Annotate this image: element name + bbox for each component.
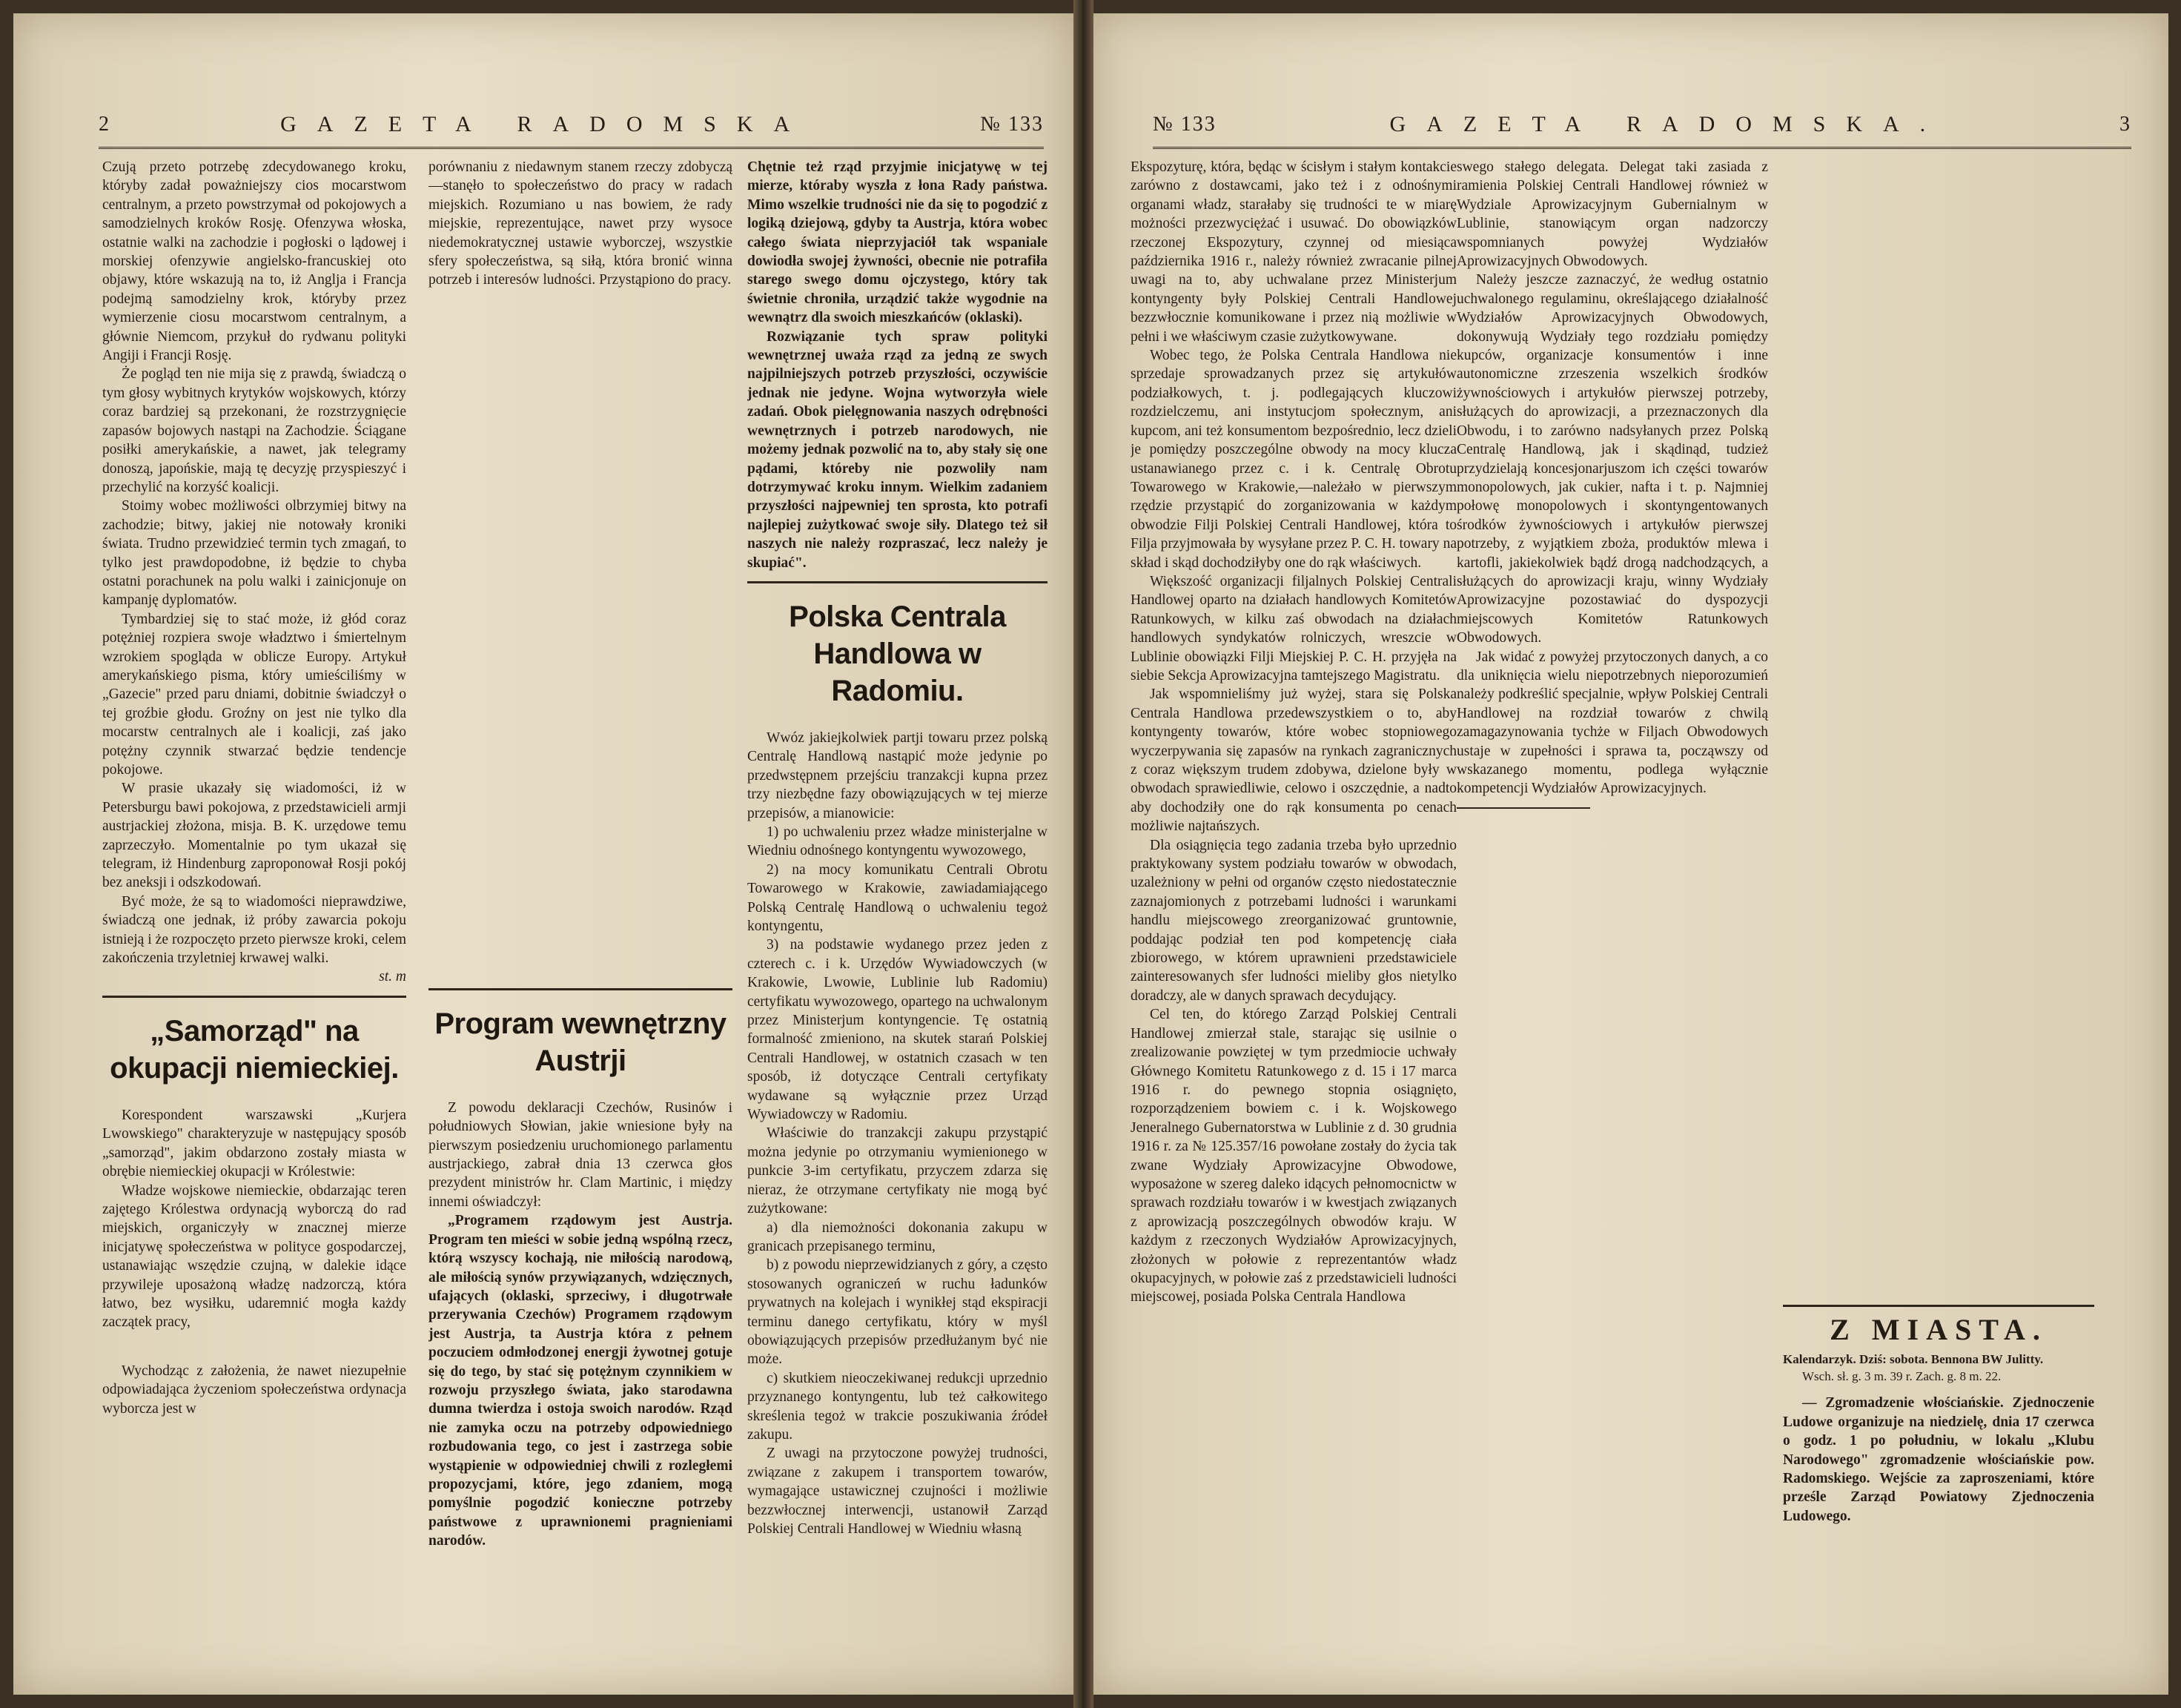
paragraph: Ekspozyturę, która, będąc w ścisłym i stałym kontakcie zarówno z dostawcami, jako też i z odnośnymi organami władz, starałaby się trudności te w miarę możności przezwyciężać i usuwać. Do obowiązków rzeczonej Ekspozytury, czynnej od miesiąca października 1916 r., należy również zwracanie pilnej uwagi na to, aby uchwalane przez Ministerjum kontyngenty były Polskiej Centrali Handlowej bezzwłocznie komunikowane i przez nią możliwie w pełni i we właściwym czasie zużytkowywane. bbox=[1131, 159, 1457, 345]
right-col-1 bbox=[1131, 158, 1457, 1663]
left-col-2 bbox=[428, 158, 732, 1663]
paragraph: b) z powodu nieprzewidzianych z góry, a często stosowanych ograniczeń w ruchu ładunków prywatnych na kolejach i wynikłej stąd ekspiracji terminu danego certyfikatu, który w myśl obowiązujących przepisów przedłużanym być nie może. bbox=[747, 1257, 1048, 1368]
paragraph: „Programem rządowym jest Austrja. Program ten mieści w sobie jedną wspólną rzecz, którą wszyscy kochają, nie miłością narodową, ale miłością synów przywiązanych, wdzięcznych, ufających (oklaski, sprzeciwy, i długotrwałe przerywania Czechów) Programem rządowym jest Austrja, ta Austrja która z pełnem poczuciem odmłodzonej energji żywotnej gotuje się do tego, by stać się potężnym czynnikiem w rozwoju przyszłego świata, jako starodawna dumna twierdza i ostoja swoich narodów. Rząd nie zamyka oczu na potrzeby odpowiedniego rozbudowania tego, co jest i zastrzega sobie wystąpienie w odpowiedniej chwili z rozległemi propozycjami, które, jego zdaniem, mogą pomyślnie pogodzić konieczne potrzeby państwowe z uprawnionemi pragnieniami narodów. bbox=[428, 1213, 732, 1549]
paragraph: Właściwie do tranzakcji zakupu przystąpić można jedynie po otrzymaniu wymienionego w punkcie 3-im certyfikatu, przyczem zdarza się nieraz, że otrzymane certyfikaty nie mogą być zużytkowane: bbox=[747, 1125, 1048, 1217]
page-number: 3 bbox=[2119, 113, 2131, 136]
right-page bbox=[1093, 13, 2168, 1695]
issue-number: № 133 bbox=[1153, 113, 1217, 136]
calendar-note: Kalendarzyk. Dziś: sobota. Bennona BW Julitty. bbox=[1783, 1352, 2044, 1367]
divider bbox=[747, 581, 1048, 583]
paragraph: 3) na podstawie wydanego przez jeden z czterech c. i k. Urzędów Wywiadowczych (w Krakowie, Lwowie, Lublinie lub Radomiu) certyfikatu wywozowego, opartego na uchwalonym przez Ministerjum kontyngencie. Tę ostatnią formalność zmieniono, na skutek starań Polskiej Centrali Handlowej, w ostatnich czasach w ten sposób, iż dotyczące Centrali certyfikaty wydawane są wyłącznie przez Urząd Wywiadowczy w Radomiu. bbox=[747, 937, 1048, 1123]
paragraph: porównaniu z niedawnym stanem rzeczy zdobyczą—stanęło to społeczeństwo do pracy w radach miejskich. Rozumiano u nas bowiem, że rady miejskie, reprezentujące, nawet przy wysoce niedemokratycznej ustawie wyborczej, wszystkie sfery społeczeństwa, są siłą, która bronić winna potrzeb i interesów ludności. Przystąpiono do pracy. bbox=[428, 159, 732, 288]
paragraph: Cel ten, do którego Zarząd Polskiej Centrali Handlowej zmierzał stale, starając się usilnie o zrealizowanie powziętej w tym przedmiocie uchwały Głównego Komitetu Ratunkowego z d. 15 i 17 marca 1916 r. do pewnego stopnia osiągnięto, rozporządzeniem bowiem c. i k. Wojskowego Jeneralnego Gubernatorstwa w Lublinie z d. 30 grudnia 1916 r. za № 125.357/16 powołane zostały do życia tak zwane Wydziały Aprowizacyjne Obwodowe, wyposażone w szereg daleko idących pełnomocnictw w sprawach rozdziału towarów i w kwestjach związanych z aprowizacją poszczególnych obwodów kraju. W każdym z rzeczonych Wydziałów Aprowizacyjnych, złożonych w połowie z reprezentantów władz okupacyjnych, w połowie zaś z przedstawicieli ludności miejscowej, posiada Polska Centrala Handlowa bbox=[1131, 1007, 1457, 1305]
paragraph: a) dla niemożności dokonania zakupu w granicach przepisanego terminu, bbox=[747, 1219, 1048, 1254]
paragraph: Jak widać z powyżej przytoczonych danych, a co dla uniknięcia wielu niepotrzebnych nieporozumień należy podkreślić specjalnie, wpływ Polskiej Centrali Handlowej na rozdział towarów z chwilą zamagazynowania tychże w Filjach Obwodowych ustaje w zupełności i sprawa ta, począwszy od wskazanego momentu, podlega wyłącznie kompetencji Wydziałów Aprowizacyjnych. bbox=[1457, 649, 1768, 797]
paragraph: Należy jeszcze zaznaczyć, że według ostatnio uchwalonego regulaminu, określającego działalność Wydziałów Aprowizacyjnych Obwodowych, dokonywują Wydziały tego rozdziału pomiędzy kupców, organizacje konsumentów i inne autonomiczne zrzeszenia wszelkich środków żywnościowych i artykułów pierwszej potrzeby, służących do aprowizacji, a przeznaczonych dla Obwodu, i to zarówno nadsyłanych przez Polską Centralę Handlową, jak i skądinąd, tudzież przydzielają koncesjonarjuszom ich części towarów monopolowych, jak cukier, nafta i t. p. Najmniej połowę monopolowych i skontyngentowanych środków żywnościowych i artykułów pierwszej potrzeby, z wyjątkiem zboża, produktów mlewa i kartofli, jakiekolwiek bądź drogą nadchodzących, a służących do aprowizacji kraju, winny Wydziały Aprowizacyjne pozostawiać do dyspozycji miejscowych Komitetów Ratunkowych Obwodowych. bbox=[1457, 272, 1768, 646]
right-col-3-z-miasta bbox=[1783, 1296, 2094, 1607]
section-title-z-miasta: Z MIASTA. bbox=[1830, 1313, 2048, 1346]
paragraph: Czują przeto potrzebę zdecydowanego kroku, któryby zadał poważniejszy cios mocarstwom centralnym, a przeto powstrzymał od pokojowych a samodzielnych kroków Rosję. Ofenzywa włoska, ostatnie walki na zachodzie i pogłoski o lądowej i morskiej ofenzywie angielsko-francuskiej oto objawy, które wskazują na to, iż Anglja i Francja podejmą samodzielny krok, któryby przez wymierzenie ciosu mocarstwom centralnym, a głównie Niemcom, przykuł do rydwanu polityki Angiji i Francji Rosję. bbox=[102, 159, 406, 364]
paragraph: Jak wspomnieliśmy już wyżej, stara się Polska Centrala Handlowa przedewszystkiem o to, aby kontyngenty towarów, które wobec stopniowego wyczerpywania się zapasów na rynkach zagranicznych z coraz większym trudem zdobywa, dzielone były w obwodach sprawiedliwie, celowo i oszczędnie, a nadto aby dochodziły one do rąk konsumenta po cenach możliwie najtańszych. bbox=[1131, 686, 1457, 835]
paragraph: Stoimy wobec możliwości olbrzymiej bitwy na zachodzie; bitwy, jakiej nie notowały kroniki świata. Trudno przewidzieć termin tych zmagań, to tylko jest prawdopodobne, iż będzie to chyba ostatni porachunek na polu walki i zainicjonuje on kampanję dyplomatów. bbox=[102, 498, 406, 609]
signature: st. m bbox=[379, 969, 406, 985]
paragraph: Korespondent warszawski „Kurjera Lwowskiego" charakteryzuje w następujący sposób „samorząd", jakim obdarzono zostały miasta w obrębie niemieckiej okupacji w Królestwie: bbox=[102, 1107, 406, 1180]
masthead: GAZETA RADOMSKA bbox=[280, 112, 811, 136]
divider bbox=[1457, 807, 1590, 809]
paragraph: 1) po uchwaleniu przez władze ministerjalne w Wiedniu odnośnego kontyngentu wywozowego, bbox=[747, 824, 1048, 859]
divider bbox=[1783, 1305, 2094, 1307]
paragraph: Chętnie też rząd przyjmie inicjatywę w tej mierze, któraby wyszła z łona Rady państwa. Mimo wszelkie trudności nie da się to pogodzić z logiką dziejową, gdyby ta Austrja, która wobec całego świata nieprzyjaciół tak wspaniale dowiodła swojej żywności, obecnie nie potrafiła starego swego domu ojczystego, który tak świetnie chroniła, urządzić także wygodnie na wewnątrz dla swoich mieszkańców (oklaski). bbox=[747, 159, 1048, 326]
left-col-3 bbox=[747, 158, 1048, 1663]
paragraph: c) skutkiem nieoczekiwanej redukcji uprzednio przyznanego kontyngentu, lub też całkowitego skreślenia tegoż w trakcie poszukiwania źródeł zakupu. bbox=[747, 1370, 1048, 1443]
left-page bbox=[13, 13, 1073, 1695]
news-item: — Zgromadzenie włościańskie. Zjednoczenie Ludowe organizuje na niedzielę, dnia 17 czerwca o godz. 1 po południu, w lokalu „Klubu Narodowego" zgromadzenie włościańskie pow. Radomskiego. Wejście za zaproszeniami, które prześle Zarząd Powiatowy Zjednoczenia Ludowego. bbox=[1783, 1395, 2094, 1524]
paragraph: Z powodu deklaracji Czechów, Rusinów i południowych Słowian, jakie wniesione były na pierwszym posiedzeniu uruchomionego parlamentu austrjackiego, zabrał dnia 13 czerwca głos prezydent ministrów hr. Clam Martinic, i między innemi oświadczył: bbox=[428, 1099, 732, 1210]
left-page-header bbox=[99, 102, 1044, 149]
divider bbox=[428, 988, 732, 990]
paragraph: Z uwagi na przytoczone powyżej trudności, związane z zakupem i transportem towarów, wymagające ustawicznej czujności i możliwie bezzwłocznej interwencji, ustanowił Zarząd Polskiej Centrali Handlowej w Wiedniu własną bbox=[747, 1446, 1048, 1537]
paragraph: Że pogląd ten nie mija się z prawdą, świadczą o tym głosy wybitnych krytyków wojskowych, którzy coraz bardziej są przekonani, że rozstrzygnięcie zapasów bojowych nastąpi na Zachodzie. Ściągane posiłki amerykańskie, a nawet, jak telegramy donoszą, japońskie, mają tę decyzję przyspieszyć i przechylić na korzyść koalicji. bbox=[102, 366, 406, 495]
page-number: 2 bbox=[99, 113, 110, 136]
right-page-header bbox=[1153, 102, 2131, 149]
right-col-2 bbox=[1457, 158, 1768, 899]
paragraph: Tymbardziej się to stać może, iż głód coraz potężniej rozpiera swoje władztwo i śmiertelnym wzrokiem spogląda w oblicze Europy. Artykuł amerykańskiego pisma, który umieściliśmy w „Gazecie" przed paru dniami, dobitnie świadczył o tej groźbie głodu. Groźny on jest nie tylko dla mocarstw centralnych ale i koalicji, zaś jako potężny czynnik stwarzać będzie tendencje pokojowe. bbox=[102, 611, 406, 778]
book-gutter bbox=[1073, 0, 1093, 1708]
paragraph: Dla osiągnięcia tego zadania trzeba było uprzednio praktykowany system podziału towarów w obwodach, uzależniony w pełni od organów często niedostatecznie zaznajomionych z potrzebami ludności i warunkami handlu miejscowego zreorganizować gruntownie, poddając podział ten pod kompetencję ciała zbiorowego, w którem uprawnieni przedstawiciele zainteresowanych sfer ludności mieliby głos nietylko doradczy, ale w danych sprawach decydujący. bbox=[1131, 837, 1457, 1004]
headline-samorzad: „Samorząd" na okupacji niemieckiej. bbox=[110, 1014, 399, 1085]
left-col-1 bbox=[102, 158, 406, 1663]
paragraph: swego stałego delegata. Delegat taki zasiada z ramienia Polskiej Centrali Handlowej również w Wydziale Aprowizacyjnym Gubernialnym w Lublinie, stanowiącym organ nadzorczy wspomnianych powyżej Wydziałów Aprowizacyjnych Obwodowych. bbox=[1457, 159, 1768, 270]
paragraph: Być może, że są to wiadomości nieprawdziwe, świadczą one jednak, iż próby zawarcia pokoju istnieją i że rozpoczęto przeto pierwsze kroki, celem zakończenia trzyletniej krwawej walki. bbox=[102, 893, 406, 967]
paragraph: Większość organizacji filjalnych Polskiej Centrali Handlowej oparto na działach handlowych Komitetów Ratunkowych, w kilku zaś obwodach na działach handlowych syndykatów rolniczych, wreszcie w Lublinie obowiązki Filji Miejskiej P. C. H. przyjęła na siebie Sekcja Aprowizacyjna tamtejszego Magistratu. bbox=[1131, 573, 1457, 683]
paragraph: Wychodząc z założenia, że nawet niezupełnie odpowiadająca życzeniom społeczeństwa ordynacja wyborcza jest w bbox=[102, 1363, 406, 1417]
paragraph: Władze wojskowe niemieckie, obdarzając teren zajętego Królestwa ordynacją wyborczą do rad miejskich, organiczyły w znacznej mierze inicjatywę społeczeństwa w polityce gospodarczej, ustanawiając wszędzie czujną, w dalekie idące przywileje uposażoną władzę nadzorczą, która łatwo, bez wysiłku, udaremnić mogła każdy zaczątek pracy, bbox=[102, 1182, 406, 1331]
paragraph: Rozwiązanie tych spraw polityki wewnętrznej uważa rząd za jedną ze swych najpilniejszych potrzeb przyszłości, oczywiście jednak nie jedyne. Wojna wytworzyła wiele zadań. Obok pielęgnowania naszych odrębności wewnętrznych i potrzeb narodowych, nie możemy jednak pozwolić na to, aby stały się one pądami, któreby nie pozwoliły nam dotrzymywać kroku innym. Wielkim zadaniem przyszłości najpewniej ten sprosta, kto potrafi najlepiej zużytkować swoje siły. Dlatego też sił naszych nie należy rozpraszać, lecz należy je skupiać". bbox=[747, 328, 1048, 571]
paragraph: 2) na mocy komunikatu Centrali Obrotu Towarowego w Krakowie, zawiadamiającego Polską Centralę Handlową o uchwaleniu tegoż kontyngentu, bbox=[747, 861, 1048, 934]
sunrise-sunset: Wsch. sł. g. 3 m. 39 r. Zach. g. 8 m. 22. bbox=[1802, 1369, 2002, 1384]
headline-program-austrji: Program wewnętrzny Austrji bbox=[434, 1007, 727, 1077]
paragraph: Wobec tego, że Polska Centrala Handlowa nie sprzedaje sprowadzanych przez się artykułów podziałkowych, t. j. podlegających kluczowi rozdzielczemu, ani instytucjom społecznym, ani kupcom, ani też konsumentom bezpośrednio, lecz dzieli je pomiędzy poszczególne obwody na mocy klucza ustanawianego przez c. i k. Centralę Obrotu Towarowego w Krakowie,—należało w pierwszym rzędzie przystąpić do zorganizowania w każdym obwodzie Filji Polskiej Centrali Handlowej, która to Filja przyjmowała by wysyłane przez P. C. H. towary na skład i skąd dochodziłyby one do rąk właściwych. bbox=[1131, 348, 1457, 571]
issue-number: № 133 bbox=[980, 113, 1044, 136]
paragraph: W prasie ukazały się wiadomości, iż w Petersburgu bawi pokojowa, z przedstawicieli armji austrjackiej złożona, misja. B. K. urzędowe temu zaprzeczyło. Momentalnie po tym ukazał się telegram, iż Hindenburg zaproponował Rosji pokój bez aneksji i odszkodowań. bbox=[102, 781, 406, 891]
masthead: GAZETA RADOMSKA. bbox=[1389, 112, 1947, 136]
divider bbox=[102, 996, 406, 998]
headline-centrala-handlowa: Polska Centrala Handlowa w Radomiu. bbox=[789, 600, 1006, 707]
paragraph: Wwóz jakiejkolwiek partji towaru przez polską Centralę Handlową nastąpić może jedynie po przedwstępnem przejściu tranzakcji kupna przez trzy niezbędne fazy obowiązujących w tej mierze przepisów, a mianowicie: bbox=[747, 729, 1048, 821]
